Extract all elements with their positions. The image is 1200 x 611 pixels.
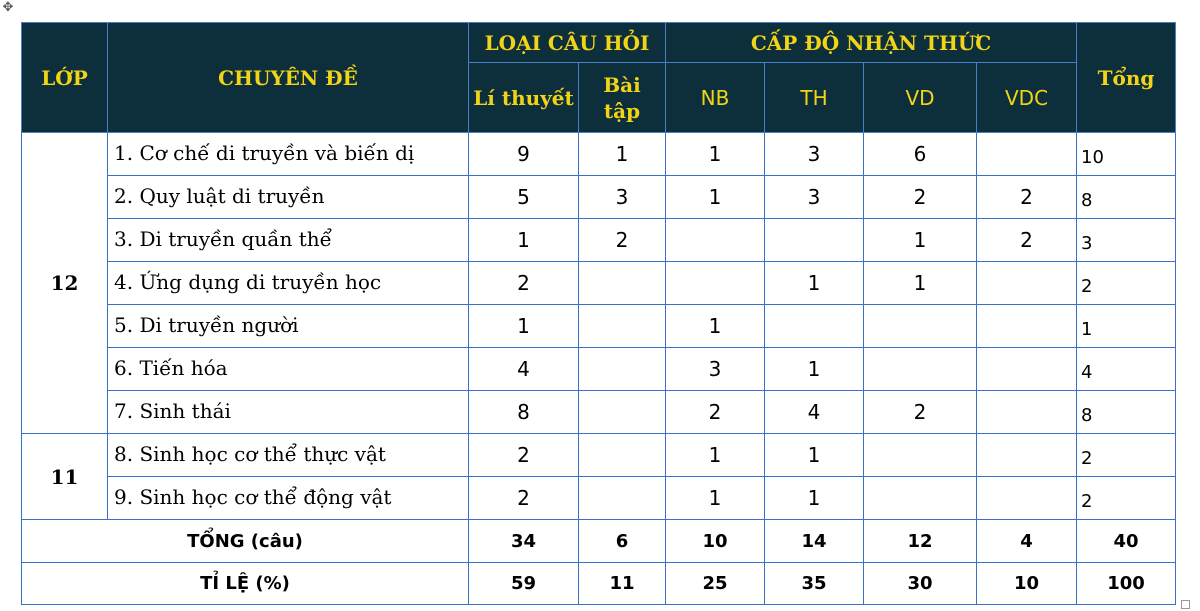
ratio-vd: 30	[864, 563, 977, 605]
vd-cell	[864, 434, 977, 477]
topic-cell: 2. Quy luật di truyền	[108, 176, 469, 219]
header-loai-cau-hoi: LOẠI CÂU HỎI	[469, 23, 666, 63]
table-row	[22, 305, 1176, 348]
vdc-cell	[977, 348, 1077, 391]
ratio-tong: 100	[1077, 563, 1176, 605]
th-cell: 3	[765, 176, 864, 219]
totals-row	[22, 520, 1176, 563]
vdc-cell: 2	[977, 176, 1077, 219]
table-row	[22, 348, 1176, 391]
li-thuyet-cell: 1	[469, 219, 579, 262]
vd-cell: 1	[864, 219, 977, 262]
topic-cell: 8. Sinh học cơ thể thực vật	[108, 434, 469, 477]
tong-cell: 1	[1077, 305, 1176, 348]
table-row	[22, 434, 1176, 477]
totals-bai-tap: 6	[579, 520, 666, 563]
vd-cell: 2	[864, 176, 977, 219]
nb-cell: 2	[666, 391, 765, 434]
vd-cell	[864, 477, 977, 520]
class-cell: 11	[22, 434, 108, 520]
nb-cell	[666, 262, 765, 305]
ratio-th: 35	[765, 563, 864, 605]
table-move-handle-icon[interactable]: ✥	[2, 0, 14, 15]
bai-tap-cell	[579, 434, 666, 477]
topic-cell: 1. Cơ chế di truyền và biến dị	[108, 133, 469, 176]
tong-cell: 3	[1077, 219, 1176, 262]
bai-tap-cell: 3	[579, 176, 666, 219]
class-cell: 12	[22, 133, 108, 434]
vdc-cell	[977, 305, 1077, 348]
tong-cell: 2	[1077, 262, 1176, 305]
vd-cell	[864, 348, 977, 391]
totals-vdc: 4	[977, 520, 1077, 563]
header-lop: LỚP	[22, 23, 108, 133]
topic-cell: 9. Sinh học cơ thể động vật	[108, 477, 469, 520]
table-footer	[22, 520, 1176, 605]
nb-cell: 1	[666, 477, 765, 520]
nb-cell: 1	[666, 176, 765, 219]
vdc-cell: 2	[977, 219, 1077, 262]
header-cap-do-nhan-thuc: CẤP ĐỘ NHẬN THỨC	[666, 23, 1077, 63]
table-row	[22, 391, 1176, 434]
ratio-row	[22, 563, 1176, 605]
vd-cell: 6	[864, 133, 977, 176]
li-thuyet-cell: 2	[469, 477, 579, 520]
bai-tap-cell	[579, 262, 666, 305]
header-vd: VD	[864, 63, 977, 133]
vd-cell: 1	[864, 262, 977, 305]
nb-cell	[666, 219, 765, 262]
nb-cell: 3	[666, 348, 765, 391]
vd-cell: 2	[864, 391, 977, 434]
th-cell: 3	[765, 133, 864, 176]
totals-label: TỔNG (câu)	[22, 520, 469, 563]
totals-vd: 12	[864, 520, 977, 563]
topic-cell: 6. Tiến hóa	[108, 348, 469, 391]
bai-tap-cell	[579, 305, 666, 348]
bai-tap-cell	[579, 391, 666, 434]
ratio-li-thuyet: 59	[469, 563, 579, 605]
table-body	[22, 133, 1176, 520]
ratio-vdc: 10	[977, 563, 1077, 605]
li-thuyet-cell: 9	[469, 133, 579, 176]
table-row	[22, 176, 1176, 219]
bai-tap-cell	[579, 348, 666, 391]
totals-th: 14	[765, 520, 864, 563]
table-resize-handle-icon[interactable]	[1181, 600, 1190, 609]
th-cell: 1	[765, 477, 864, 520]
table-row	[22, 477, 1176, 520]
table-row	[22, 219, 1176, 262]
totals-tong: 40	[1077, 520, 1176, 563]
table-row	[22, 133, 1176, 176]
li-thuyet-cell: 2	[469, 434, 579, 477]
nb-cell: 1	[666, 434, 765, 477]
table-row	[22, 262, 1176, 305]
topic-cell: 7. Sinh thái	[108, 391, 469, 434]
tong-cell: 8	[1077, 176, 1176, 219]
nb-cell: 1	[666, 133, 765, 176]
topic-cell: 3. Di truyền quần thể	[108, 219, 469, 262]
bai-tap-cell: 2	[579, 219, 666, 262]
header-vdc: VDC	[977, 63, 1077, 133]
ratio-bai-tap: 11	[579, 563, 666, 605]
th-cell: 1	[765, 348, 864, 391]
header-chuyen-de: CHUYÊN ĐỀ	[108, 23, 469, 133]
ratio-label: TỈ LỆ (%)	[22, 563, 469, 605]
tong-cell: 8	[1077, 391, 1176, 434]
totals-nb: 10	[666, 520, 765, 563]
li-thuyet-cell: 1	[469, 305, 579, 348]
header-li-thuyet: Lí thuyết	[469, 63, 579, 133]
nb-cell: 1	[666, 305, 765, 348]
table-header	[22, 23, 1176, 133]
vdc-cell	[977, 133, 1077, 176]
li-thuyet-cell: 4	[469, 348, 579, 391]
bai-tap-cell	[579, 477, 666, 520]
vdc-cell	[977, 434, 1077, 477]
li-thuyet-cell: 2	[469, 262, 579, 305]
vdc-cell	[977, 391, 1077, 434]
vdc-cell	[977, 477, 1077, 520]
vd-cell	[864, 305, 977, 348]
th-cell: 4	[765, 391, 864, 434]
tong-cell: 2	[1077, 434, 1176, 477]
ratio-nb: 25	[666, 563, 765, 605]
topic-cell: 5. Di truyền người	[108, 305, 469, 348]
header-nb: NB	[666, 63, 765, 133]
header-tong: Tổng	[1077, 23, 1176, 133]
tong-cell: 4	[1077, 348, 1176, 391]
header-bai-tap	[579, 63, 666, 133]
th-cell: 1	[765, 434, 864, 477]
tong-cell: 10	[1077, 133, 1176, 176]
bai-tap-cell: 1	[579, 133, 666, 176]
exam-matrix-table	[21, 22, 1176, 605]
th-cell	[765, 219, 864, 262]
li-thuyet-cell: 8	[469, 391, 579, 434]
vdc-cell	[977, 262, 1077, 305]
totals-li-thuyet: 34	[469, 520, 579, 563]
th-cell: 1	[765, 262, 864, 305]
topic-cell: 4. Ứng dụng di truyền học	[108, 262, 469, 305]
th-cell	[765, 305, 864, 348]
header-th: TH	[765, 63, 864, 133]
header-bai-tap-text: Bài tập	[603, 72, 641, 123]
tong-cell: 2	[1077, 477, 1176, 520]
li-thuyet-cell: 5	[469, 176, 579, 219]
